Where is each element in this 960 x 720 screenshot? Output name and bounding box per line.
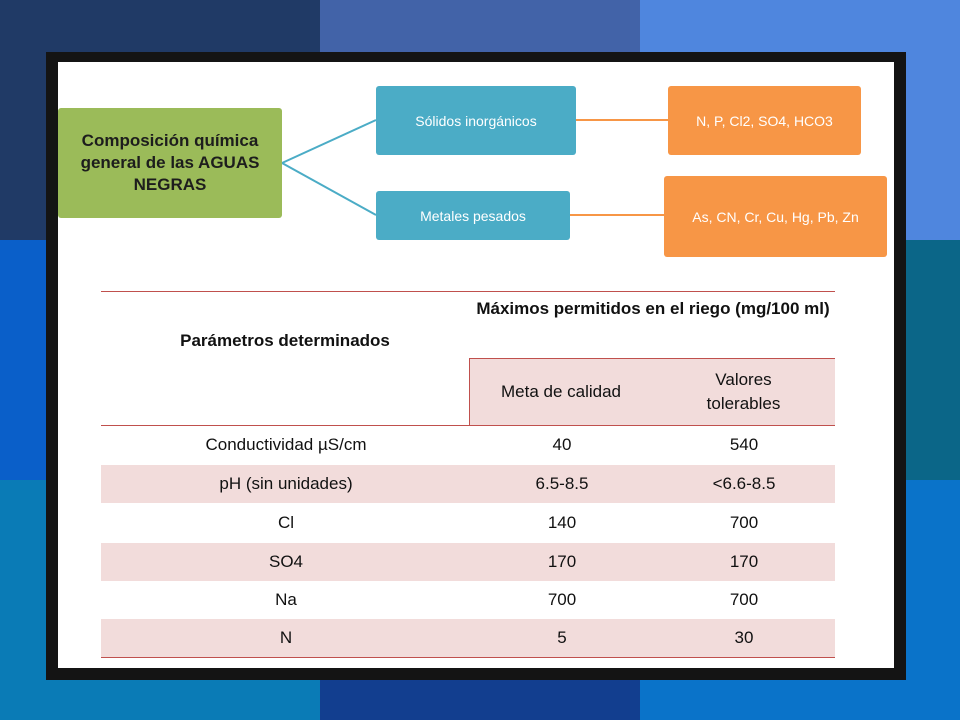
cell-param: Na [275,590,297,609]
leaf-label: N, P, Cl2, SO4, HCO3 [696,112,833,129]
header-parameters: Parámetros determinados [180,331,390,350]
cell-tolerable: 30 [734,628,754,647]
cell-tolerable: 700 [729,513,759,532]
table-bottom-rule [101,657,835,658]
cell-tolerable: 700 [729,590,759,609]
table-top-rule [101,291,835,292]
cell-param: pH (sin unidades) [219,474,353,493]
cell-tolerable: 540 [729,435,759,454]
cell-meta: 6.5-8.5 [535,474,589,493]
leaf-label: As, CN, Cr, Cu, Hg, Pb, Zn [692,208,859,225]
diagram-leaf-node [664,176,887,257]
table-row [101,581,835,619]
branch-label: Sólidos inorgánicos [415,112,537,129]
cell-meta: 700 [547,590,577,609]
cell-meta: 140 [547,513,577,532]
table-row [101,619,835,657]
cell-tolerable: 170 [729,552,759,571]
subheader-meta-label: Meta de calidad [500,382,622,401]
table-row [101,465,835,503]
cell-param: SO4 [268,552,304,571]
subheader-tolerable-label: Valores tolerables [706,370,781,413]
cell-tolerable: <6.6-8.5 [712,474,776,493]
cell-meta: 40 [552,435,572,454]
diagram-root-node [58,108,282,218]
cell-meta: 170 [547,552,577,571]
header-max-allowed: Máximos permitidos en el riego (mg/100 ml) [476,299,830,318]
cell-param: Cl [277,513,295,532]
diagram-root-label: Composición química general de las AGUAS NEGRAS [80,131,260,194]
diagram-leaf-node [668,86,861,155]
cell-param: Conductividad µS/cm [205,435,367,454]
subheader-tolerable [652,359,835,425]
diagram-branch-node [376,191,570,240]
cell-param: N [279,628,293,647]
table-row [101,504,835,542]
table-row [101,426,835,464]
table-row [101,543,835,581]
cell-meta: 5 [557,628,567,647]
subheader-meta [470,359,652,425]
branch-label: Metales pesados [420,207,526,224]
diagram-branch-node [376,86,576,155]
